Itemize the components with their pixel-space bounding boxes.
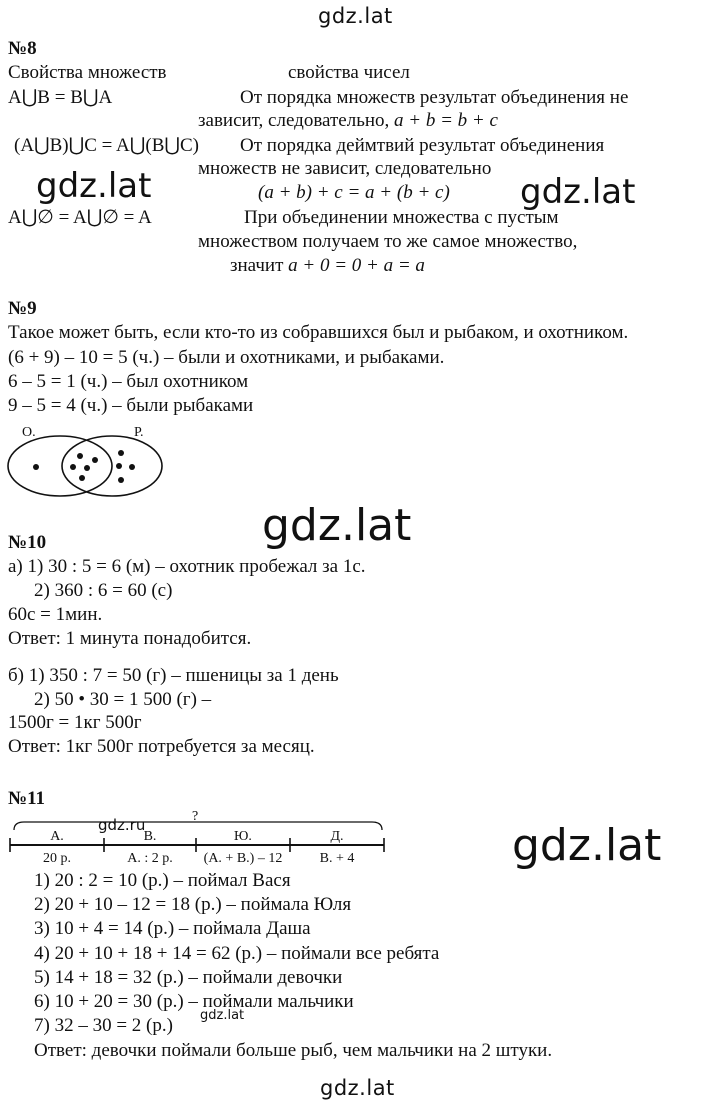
watermark-big-right: gdz.lat [512, 820, 662, 871]
segment-name-d: Д. [330, 829, 344, 844]
task10-a-line-3: 60с = 1мин. [8, 604, 103, 625]
segment-value-v: А. : 2 р. [127, 851, 173, 866]
task11-step-1: 1) 20 : 2 = 10 (р.) – поймал Вася [34, 870, 291, 891]
segment-name-v: В. [143, 829, 157, 844]
task8-formula-2: (A⋃B)⋃C = A⋃(B⋃C) [14, 135, 199, 156]
task11-answer: Ответ: девочки поймали больше рыб, чем мальчики на 2 штуки. [34, 1040, 553, 1061]
task11-number: №11 [8, 788, 46, 809]
task10-a-line-1: а) 1) 30 : 5 = 6 (м) – охотник пробежал за 1с. [8, 556, 366, 577]
watermark-top: gdz.lat [318, 4, 393, 28]
watermark-gdz-ru: gdz.ru [98, 816, 146, 834]
task8-text-2b: множеств не зависит, следовательно [198, 158, 492, 179]
task10-b-answer: Ответ: 1кг 500г потребуется за месяц. [8, 736, 315, 757]
task8-text-1a: От порядка множеств результат объединения не [240, 87, 629, 108]
task10-b-line-3: 1500г = 1кг 500г [8, 712, 142, 733]
task8-left-header: Свойства множеств [8, 62, 167, 83]
task8-text-3b: множеством получаем то же самое множество, [198, 231, 578, 252]
watermark-right: gdz.lat [520, 172, 636, 212]
task11-step-4: 4) 20 + 10 + 18 + 14 = 62 (р.) – поймали все ребята [34, 943, 440, 964]
task9-line-3: 6 – 5 = 1 (ч.) – был охотником [8, 371, 249, 392]
task11-step-2: 2) 20 + 10 – 12 = 18 (р.) – поймала Юля [34, 894, 352, 915]
task8-text-3c: значит a + 0 = 0 + a = a [230, 255, 425, 276]
segment-value-yu: (А. + В.) – 12 [203, 851, 283, 866]
task11-step-5: 5) 14 + 18 = 32 (р.) – поймали девочки [34, 967, 343, 988]
watermark-left: gdz.lat [36, 166, 152, 206]
segment-value-a: 20 р. [43, 851, 71, 866]
task8-formula-1: A⋃B = B⋃A [8, 87, 113, 108]
segment-question-mark: ? [192, 809, 199, 824]
task9-line-4: 9 – 5 = 4 (ч.) – были рыбаками [8, 395, 254, 416]
venn-label-fishers: Р. [134, 425, 144, 440]
task10-a-answer: Ответ: 1 минута понадобится. [8, 628, 252, 649]
watermark-tiny: gdz.lat [200, 1008, 245, 1023]
task11-step-3: 3) 10 + 4 = 14 (р.) – поймала Даша [34, 918, 311, 939]
task8-number: №8 [8, 38, 37, 59]
watermark-center: gdz.lat [262, 500, 412, 551]
task10-b-line-1: б) 1) 350 : 7 = 50 (г) – пшеницы за 1 день [8, 665, 339, 686]
task8-text-1b: зависит, следовательно, a + b = b + c [198, 110, 498, 131]
task10-b-line-2: 2) 50 • 30 = 1 500 (г) – [34, 689, 212, 710]
segment-name-yu: Ю. [234, 829, 252, 844]
watermark-bottom: gdz.lat [320, 1076, 395, 1100]
task8-text-2c: (a + b) + c = a + (b + c) [258, 182, 450, 203]
task8-right-header: свойства чисел [288, 62, 410, 83]
task8-text-2a: От порядка деймтвий результат объединения [240, 135, 605, 156]
task9-line-2: (6 + 9) – 10 = 5 (ч.) – были и охотниками, и рыбаками. [8, 347, 445, 368]
task8-formula-3: A⋃∅ = A⋃∅ = A [8, 207, 152, 228]
task8-text-3a: При объединении множества с пустым [244, 207, 559, 228]
segment-name-a: А. [50, 829, 64, 844]
task9-line-1: Такое может быть, если кто-то из собравшихся был и рыбаком, и охотником. [8, 322, 629, 343]
task11-step-6: 6) 10 + 20 = 30 (р.) – поймали мальчики [34, 991, 354, 1012]
segment-value-d: В. + 4 [319, 851, 355, 866]
task11-step-7: 7) 32 – 30 = 2 (р.) [34, 1015, 173, 1036]
task10-number: №10 [8, 532, 47, 553]
venn-label-hunters: О. [22, 425, 36, 440]
task9-number: №9 [8, 298, 37, 319]
task10-a-line-2: 2) 360 : 6 = 60 (с) [34, 580, 173, 601]
